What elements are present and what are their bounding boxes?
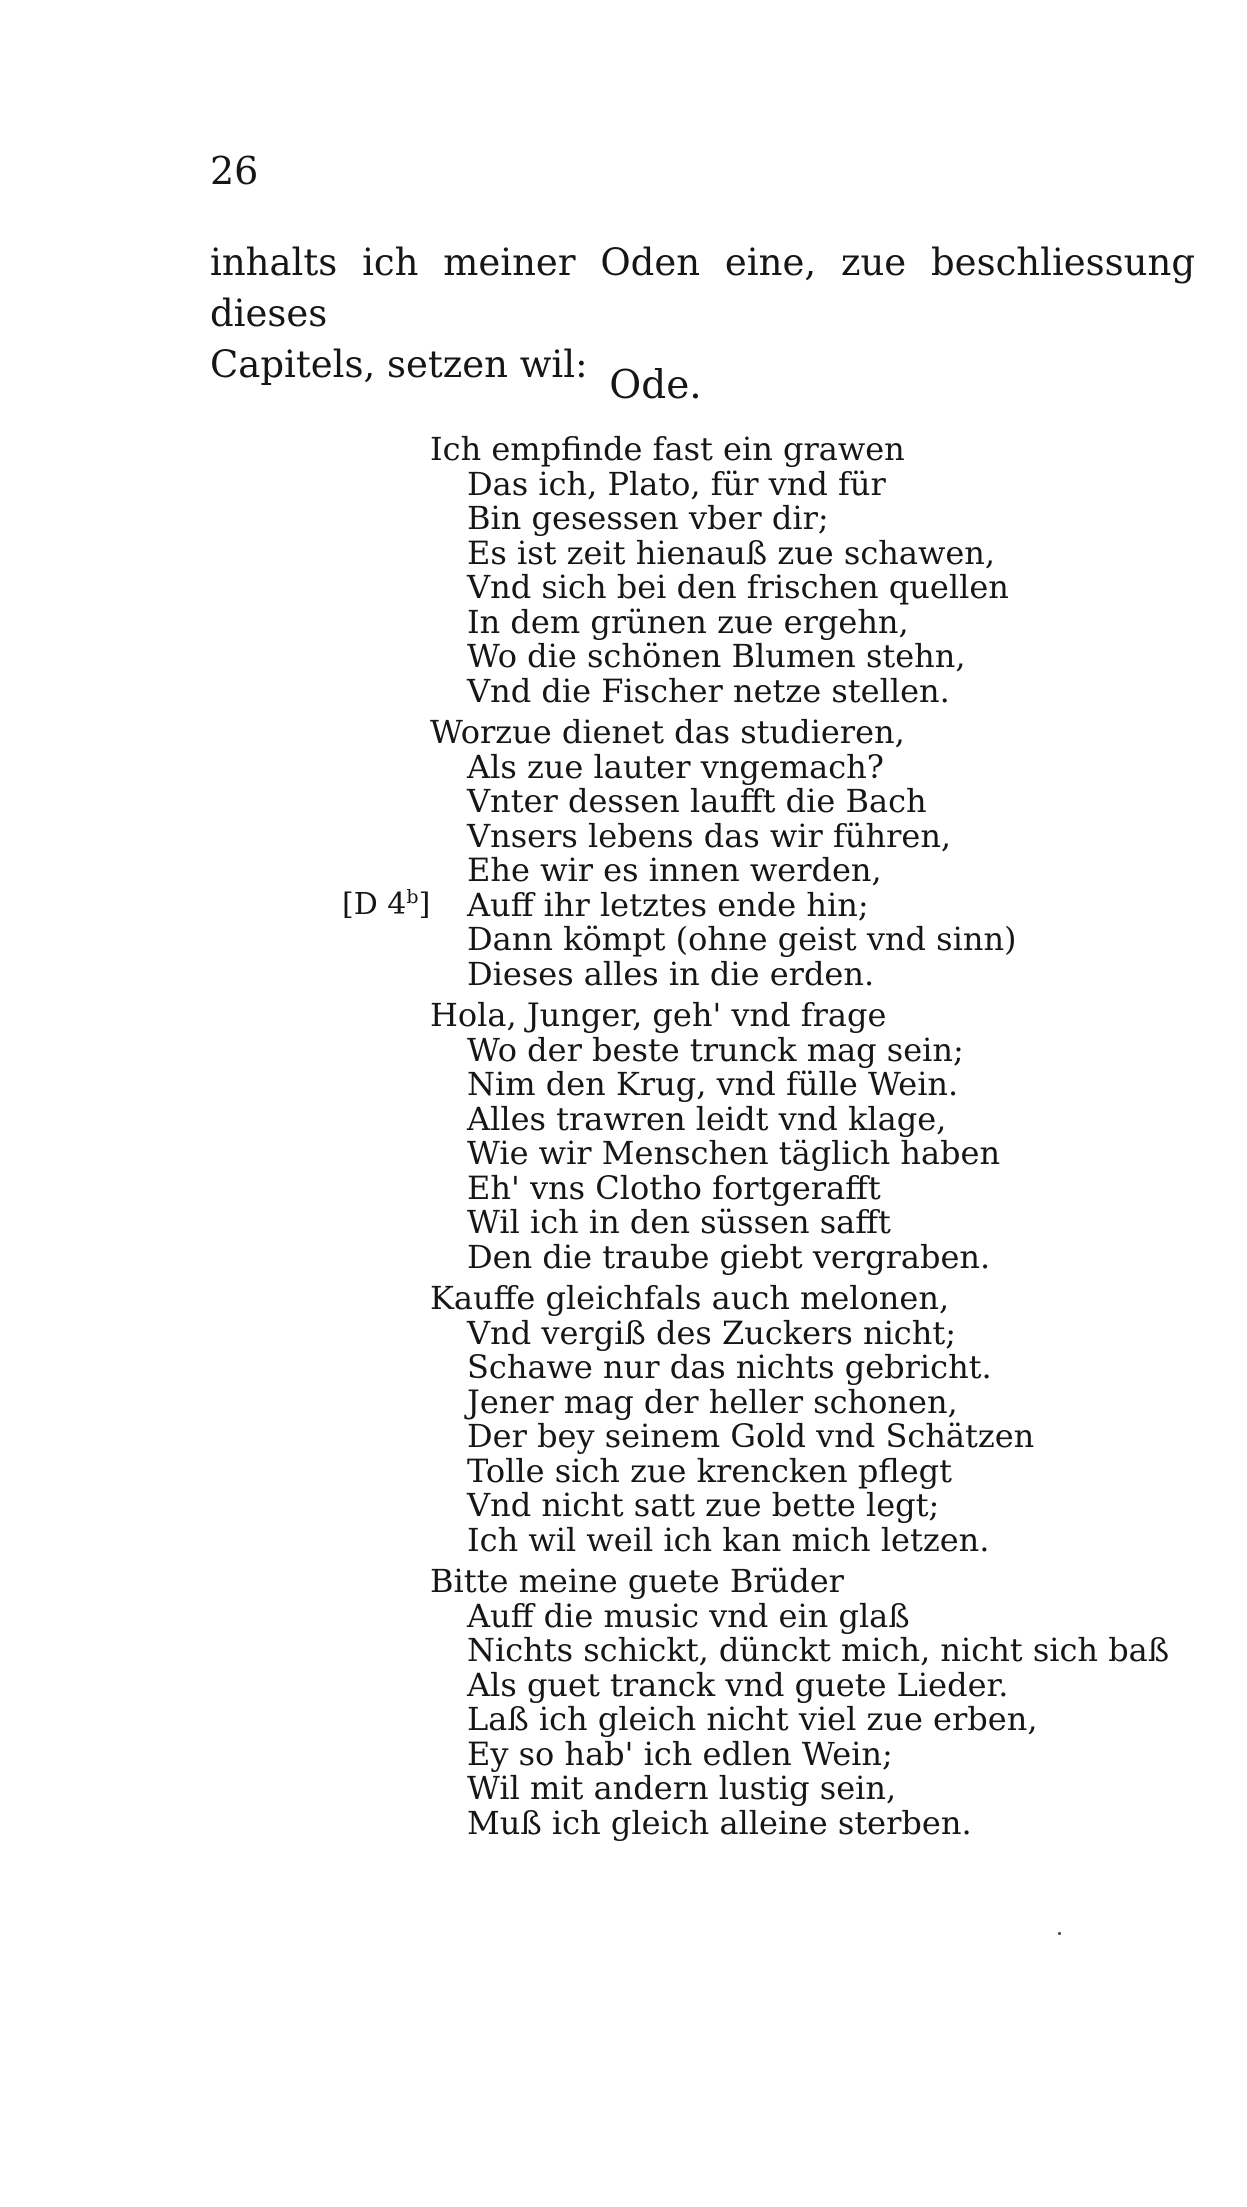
verse-line: Vnd vergiß des Zuckers nicht; (467, 1313, 956, 1352)
stanza-4 (430, 1281, 1210, 1557)
verse-line: Auff die music vnd ein glaß (467, 1596, 910, 1635)
verse-line: Schawe nur das nichts gebricht. (467, 1348, 992, 1386)
verse-line-with-margin-note (342, 885, 1210, 924)
verse-line: Eh' vns Clotho fortgerafft (467, 1168, 881, 1207)
verse-line: Vnter dessen laufft die Bach (467, 782, 927, 820)
page-number: 26 (210, 149, 259, 193)
margin-signature-note (342, 885, 431, 923)
verse-text: Auff ihr letztes ende hin; (467, 885, 869, 924)
verse-line: Bin gesessen vber dir; (467, 499, 829, 537)
verse-line: Vnd die Fischer netze stellen. (467, 671, 950, 710)
verse-line: Kauffe gleichfals auch melonen, (430, 1279, 950, 1317)
verse-line: Wie wir Menschen täglich haben (467, 1134, 1001, 1172)
verse-line: Vnsers lebens das wir führen, (467, 816, 952, 855)
verse-line: Nim den Krug, vnd fülle Wein. (467, 1065, 959, 1103)
verse-line: Es ist zeit hienauß zue schawen, (467, 533, 996, 572)
stanza-3 (430, 998, 1210, 1274)
verse-line: Das ich, Plato, für vnd für (467, 464, 886, 503)
verse-line: Dann kömpt (ohne geist vnd sinn) (467, 920, 1017, 958)
verse-line: Wil mit andern lustig sein, (467, 1769, 897, 1807)
stanza-1 (430, 432, 1210, 708)
verse-line: Wo der beste trunck mag sein; (467, 1030, 964, 1069)
margin-note-text: [D 4 (342, 886, 407, 922)
verse-line: Wil ich in den süssen safft (467, 1203, 891, 1241)
margin-note-superscript: b (406, 885, 419, 908)
verse-line: Tolle sich zue krencken pflegt (467, 1451, 953, 1490)
verse-line: Vnd sich bei den frischen quellen (467, 568, 1009, 606)
verse-line: Alles trawren leidt vnd klage, (467, 1099, 947, 1138)
verse-line: Den die traube giebt vergraben. (467, 1237, 991, 1276)
verse-line: Worzue dienet das studieren, (430, 713, 905, 751)
verse-line: Der bey seinem Gold vnd Schätzen (467, 1417, 1035, 1455)
verse-line: Als guet tranck vnd guete Lieder. (467, 1665, 1009, 1704)
intro-line-2: Capitels, setzen wil: (210, 343, 588, 386)
verse-line: Ehe wir es innen werden, (467, 851, 882, 889)
verse-line: Laß ich gleich nicht viel zue erben, (467, 1700, 1038, 1738)
verse-line: Bitte meine guete Brüder (430, 1562, 844, 1600)
intro-line-1: inhalts ich meiner Oden eine, zue beschliessung dieses (210, 241, 1195, 335)
verse-line: Jener mag der heller schonen, (467, 1382, 958, 1421)
verse-line: Nichts schickt, dünckt mich, nicht sich baß (467, 1631, 1170, 1669)
margin-note-close: ] (418, 886, 431, 922)
verse-line: In dem grünen zue ergehn, (467, 602, 909, 641)
verse-line: Dieses alles in die erden. (467, 954, 875, 993)
verse-line: Ey so hab' ich edlen Wein; (467, 1734, 893, 1773)
verse-line: Muß ich gleich alleine sterben. (467, 1803, 972, 1842)
poem (342, 430, 1210, 1847)
verse-line: Wo die schönen Blumen stehn, (467, 637, 966, 675)
verse-line: Hola, Junger, geh' vnd frage (430, 996, 887, 1034)
verse-line: Vnd nicht satt zue bette legt; (467, 1486, 940, 1524)
poem-heading: Ode. (609, 363, 702, 408)
verse-line: Ich empfinde fast ein grawen (430, 430, 905, 468)
stanza-2 (342, 713, 1210, 993)
verse-line: Als zue lauter vngemach? (467, 747, 884, 786)
print-speck (1058, 1932, 1061, 1935)
stanza-5 (430, 1564, 1210, 1840)
verse-line: Ich wil weil ich kan mich letzen. (467, 1520, 990, 1559)
